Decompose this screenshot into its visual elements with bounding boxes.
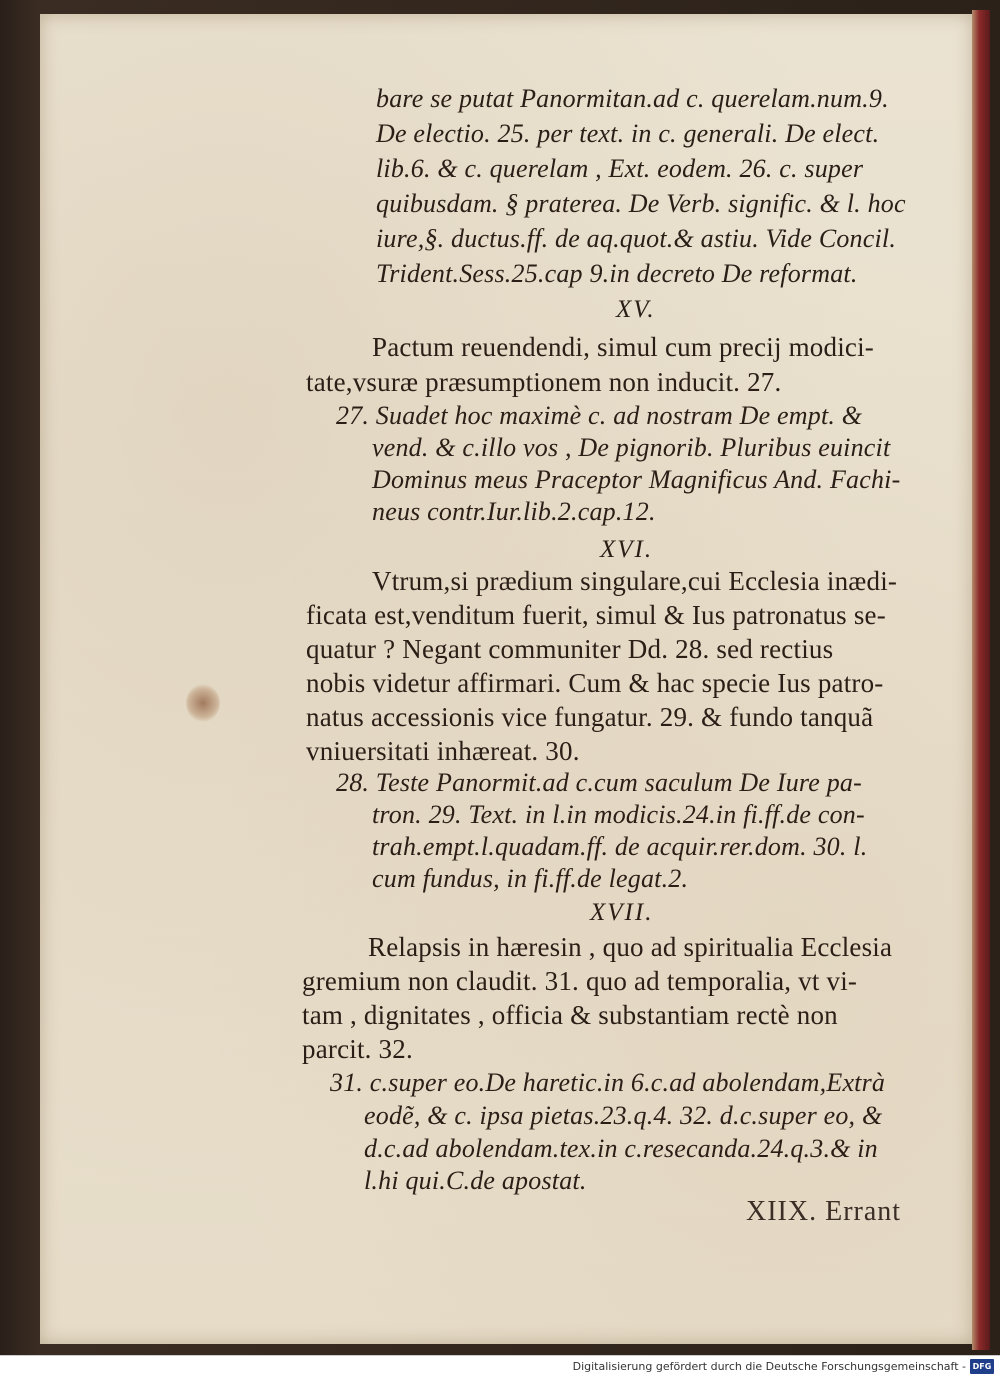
- text-line: tate,vsuræ præsumptionem non inducit. 27.: [306, 367, 782, 397]
- text-line: ficata est,venditum fuerit, simul & Ius patronatus se-: [306, 600, 886, 630]
- page-edge: [972, 10, 990, 1350]
- text-line: Trident.Sess.25.cap 9.in decreto De reformat.: [376, 259, 858, 288]
- note-line: 28. Teste Panormit.ad c.cum saculum De Iure pa-: [336, 768, 862, 797]
- text-line: lib.6. & c. querelam , Ext. eodem. 26. c. super: [376, 154, 864, 183]
- note-line: trah.empt.l.quadam.ff. de acquir.rer.dom. 30. l.: [372, 832, 868, 861]
- text-line: bare se putat Panormitan.ad c. querelam.num.9.: [376, 84, 889, 113]
- note-line: vend. & c.illo vos , De pignorib. Pluribus euincit: [372, 433, 891, 462]
- text-line: Relapsis in hæresin , quo ad spiritualia Ecclesia: [368, 932, 893, 962]
- text-line: nobis videtur affirmari. Cum & hac specie Ius patro-: [306, 668, 884, 698]
- note-line: 31. c.super eo.De haretic.in 6.c.ad abolendam,Extrà: [330, 1068, 886, 1097]
- section-heading: XV.: [616, 296, 656, 323]
- note-line: cum fundus, in fi.ff.de legat.2.: [372, 864, 689, 893]
- note-line: 27. Suadet hoc maximè c. ad nostram De empt. &: [336, 401, 863, 430]
- note-line: neus contr.Iur.lib.2.cap.12.: [372, 497, 656, 526]
- note-line: d.c.ad abolendam.tex.in c.resecanda.24.q.3.& in: [364, 1134, 878, 1163]
- note-line: l.hi qui.C.de apostat.: [364, 1166, 587, 1195]
- text-line: tam , dignitates , officia & substantiam rectè non: [302, 1000, 838, 1030]
- footer-bar: [0, 1355, 1000, 1379]
- text-line: natus accessionis vice fungatur. 29. & fundo tanquã: [306, 702, 874, 732]
- text-line: iure,§. ductus.ff. de aq.quot.& astiu. Vide Concil.: [376, 224, 897, 253]
- text-line: quibusdam. § praterea. De Verb. signific. & l. hoc: [376, 189, 906, 218]
- text-line: Vtrum,si prædium singulare,cui Ecclesia inædi-: [372, 566, 898, 596]
- section-heading: XVI.: [600, 536, 654, 563]
- paper-stain: [186, 684, 220, 722]
- catchword: XIIX. Errant: [746, 1196, 902, 1227]
- note-line: tron. 29. Text. in l.in modicis.24.in fi.ff.de con-: [372, 800, 865, 829]
- text-line: parcit. 32.: [302, 1034, 413, 1064]
- text-line: gremium non claudit. 31. quo ad temporalia, vt vi-: [302, 966, 858, 996]
- dfg-logo-icon[interactable]: DFG: [970, 1359, 994, 1374]
- note-line: eodẽ, & c. ipsa pietas.23.q.4. 32. d.c.super eo, &: [364, 1101, 883, 1130]
- text-line: De electio. 25. per text. in c. generali. De elect.: [376, 119, 880, 148]
- text-line: vniuersitati inhæreat. 30.: [306, 736, 580, 766]
- text-line: quatur ? Negant communiter Dd. 28. sed rectius: [306, 634, 834, 664]
- footer-credit: Digitalisierung gefördert durch die Deutsche Forschungsgemeinschaft -: [572, 1360, 966, 1373]
- section-heading: XVII.: [590, 899, 654, 926]
- note-line: Dominus meus Praceptor Magnificus And. Fachi-: [372, 465, 901, 494]
- text-line: Pactum reuendendi, simul cum precij modici-: [372, 332, 874, 362]
